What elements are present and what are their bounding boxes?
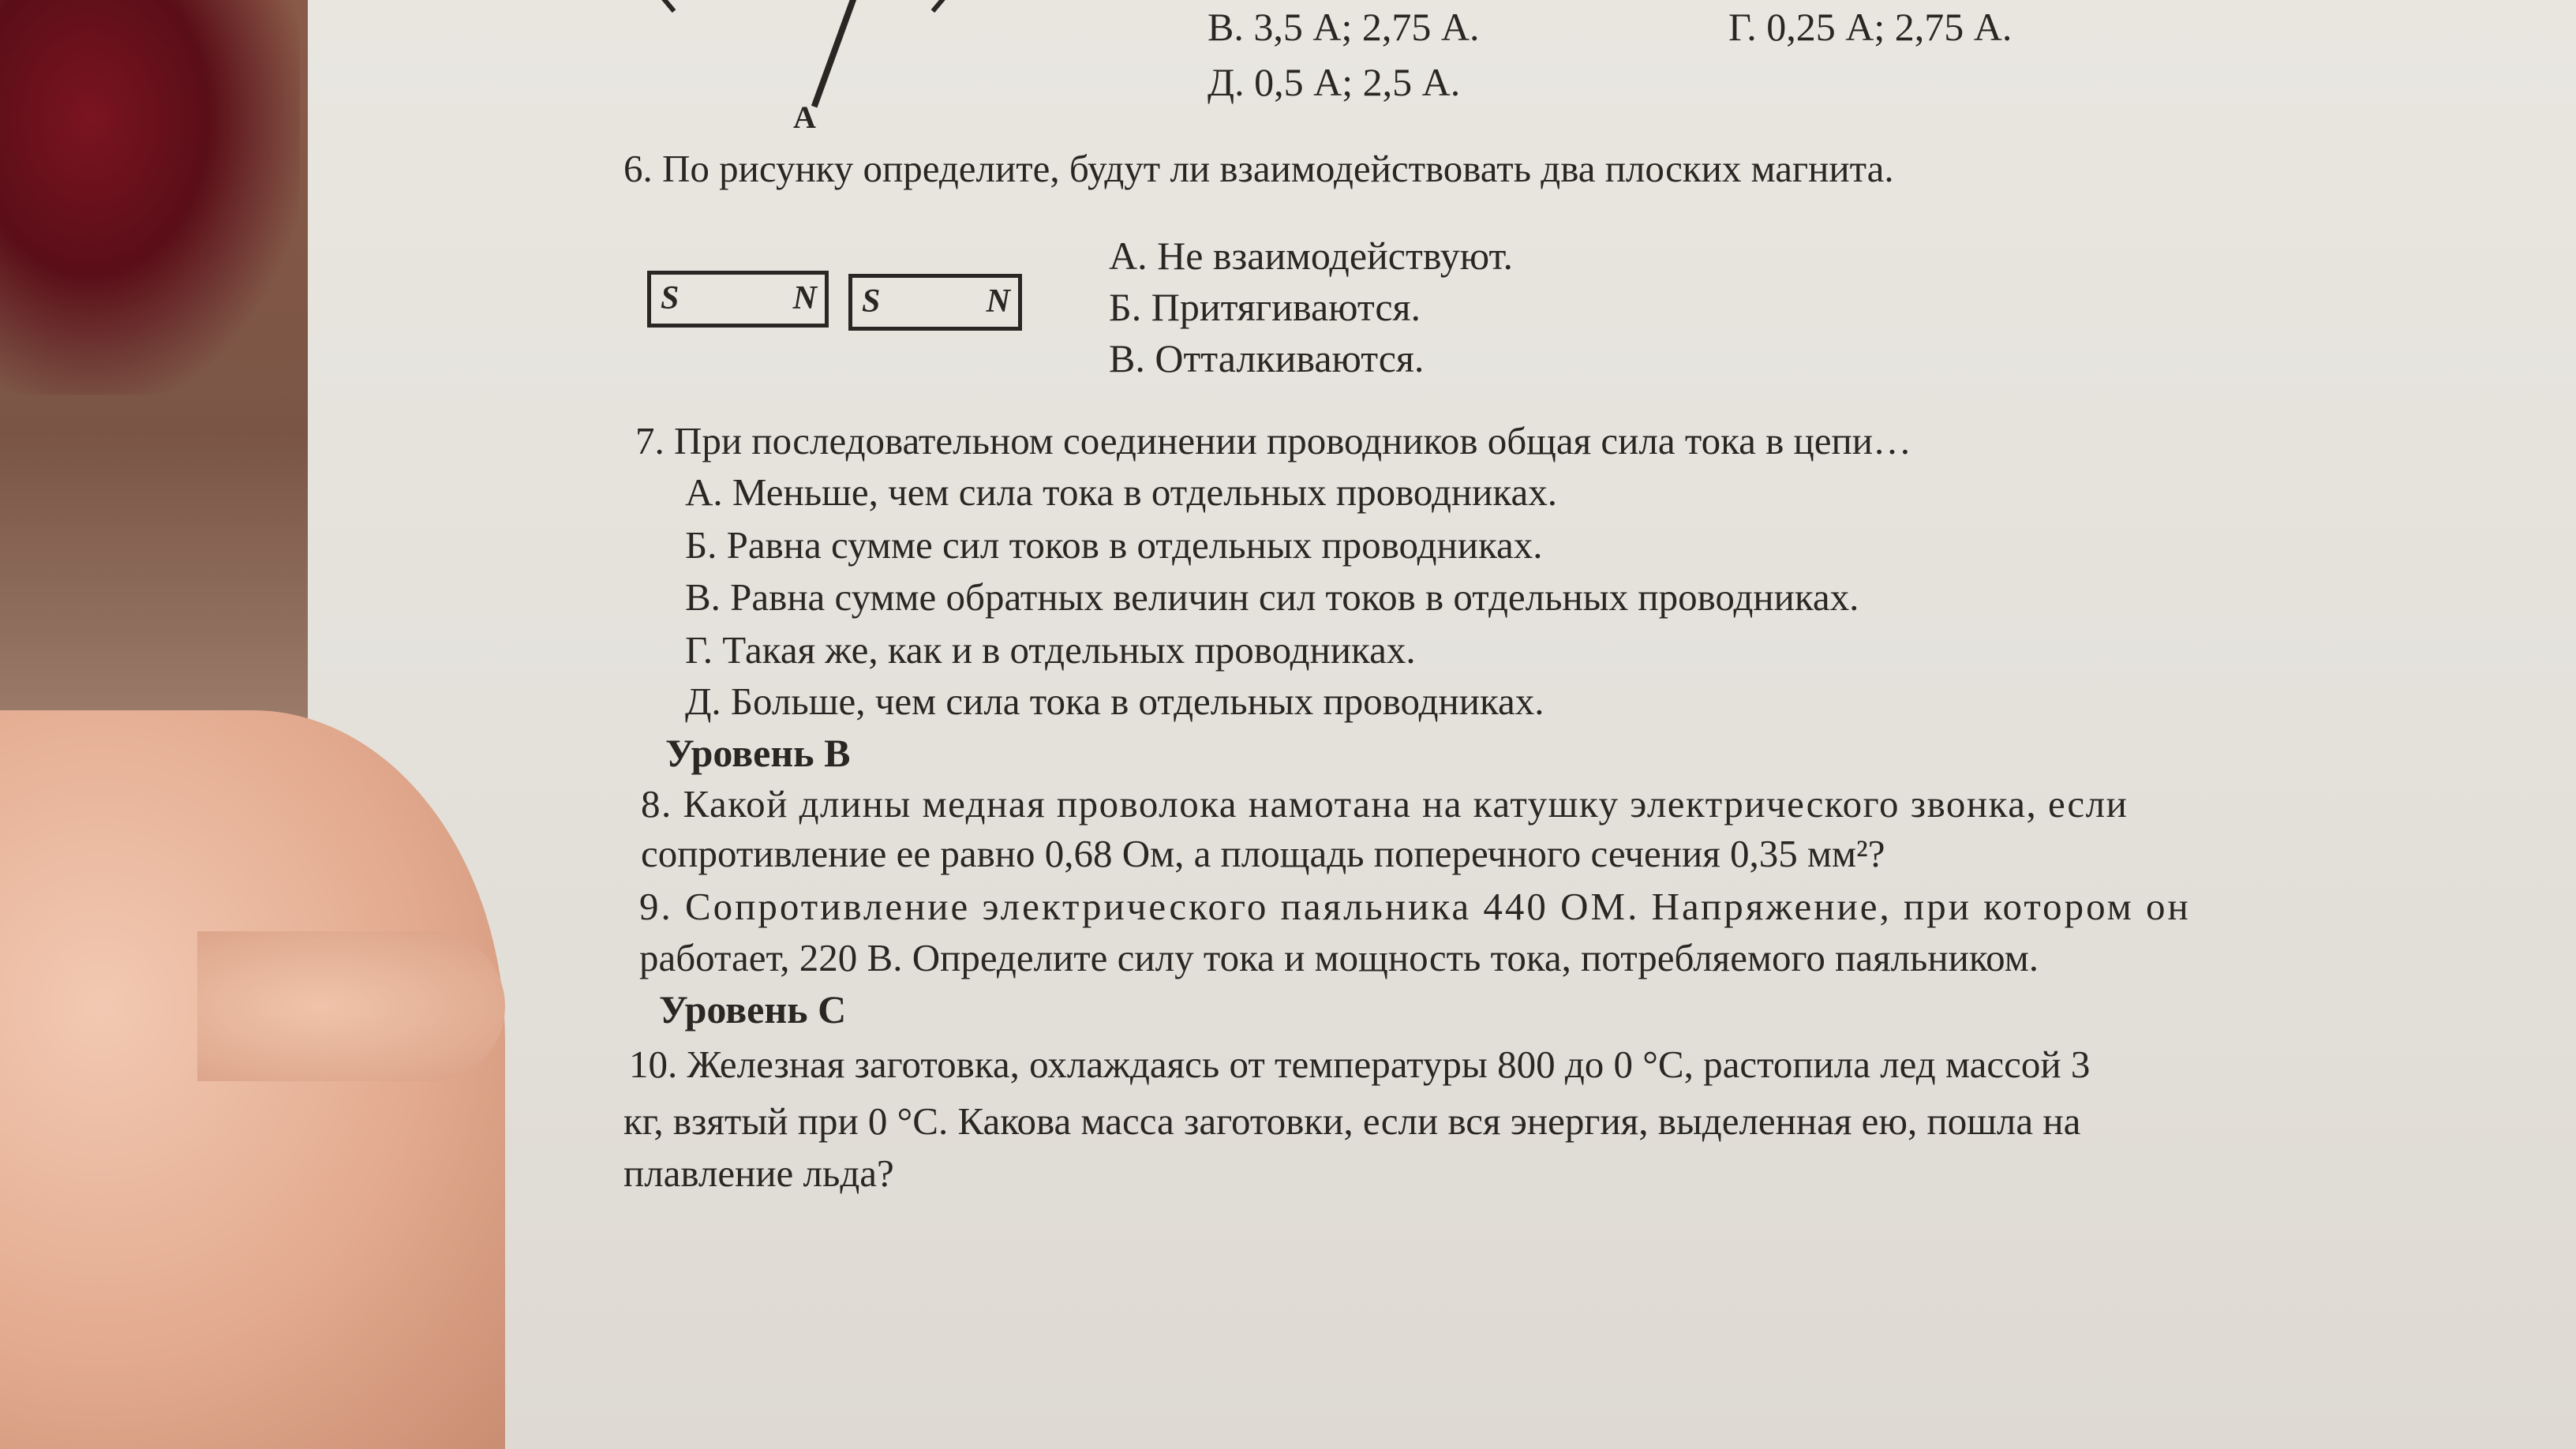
q10-line-3: плавление льда?	[623, 1151, 894, 1195]
q7-option-a: А. Меньше, чем сила тока в отдельных проводниках.	[685, 470, 1557, 514]
q10-line-1: 10. Железная заготовка, охлаждаясь от температуры 800 до 0 °С, растопила лед массой 3	[629, 1043, 2091, 1086]
q7-option-v: В. Равна сумме обратных величин сил токов в отдельных проводниках.	[685, 575, 1859, 619]
q8-line-2: сопротивление ее равно 0,68 Ом, а площадь поперечного сечения 0,35 мм²?	[641, 832, 1885, 875]
magnet-1-north-pole: N	[792, 280, 817, 316]
q6-option-a: А. Не взаимодействуют.	[1109, 234, 1514, 278]
q10-line-2: кг, взятый при 0 °С. Какова масса заготовки, если вся энергия, выделенная ею, пошла на	[623, 1099, 2081, 1143]
q7-option-d: Д. Больше, чем сила тока в отдельных проводниках.	[685, 680, 1544, 723]
q6-question: 6. По рисунку определите, будут ли взаимодействовать два плоских магнита.	[623, 147, 1894, 190]
magnet-1-south-pole: S	[661, 280, 680, 316]
q6-option-v: В. Отталкиваются.	[1109, 336, 1425, 380]
background-chair	[0, 0, 300, 395]
q5-option-d: Д. 0,5 А; 2,5 А.	[1208, 60, 1461, 104]
q6-option-b: Б. Притягиваются.	[1109, 285, 1421, 329]
q5-option-g: Г. 0,25 А; 2,75 А.	[1728, 5, 2012, 49]
diagram-label-a: A	[793, 99, 816, 135]
q9-line-1: 9. Сопротивление электрического паяльника 440 ОМ. Напряжение, при котором он	[639, 885, 2191, 928]
q7-question: 7. При последовательном соединении проводников общая сила тока в цепи…	[635, 419, 1911, 462]
q5-option-v: В. 3,5 А; 2,75 А.	[1208, 5, 1480, 49]
q9-line-2: работает, 220 В. Определите силу тока и мощность тока, потребляемого паяльником.	[639, 936, 2039, 979]
magnet-1	[647, 271, 829, 328]
magnet-2-south-pole: S	[862, 283, 881, 320]
level-c-heading: Уровень С	[659, 987, 847, 1032]
magnet-2	[848, 274, 1022, 331]
level-b-heading: Уровень В	[665, 731, 851, 775]
thumb	[197, 931, 505, 1081]
worksheet-paper	[308, 0, 2576, 1449]
q7-option-b: Б. Равна сумме сил токов в отдельных проводниках.	[685, 523, 1543, 567]
q8-line-1: 8. Какой длины медная проволока намотана на катушку электрического звонка, если	[641, 782, 2129, 826]
magnet-2-north-pole: N	[986, 283, 1010, 320]
q7-option-g: Г. Такая же, как и в отдельных проводниках.	[685, 628, 1416, 672]
